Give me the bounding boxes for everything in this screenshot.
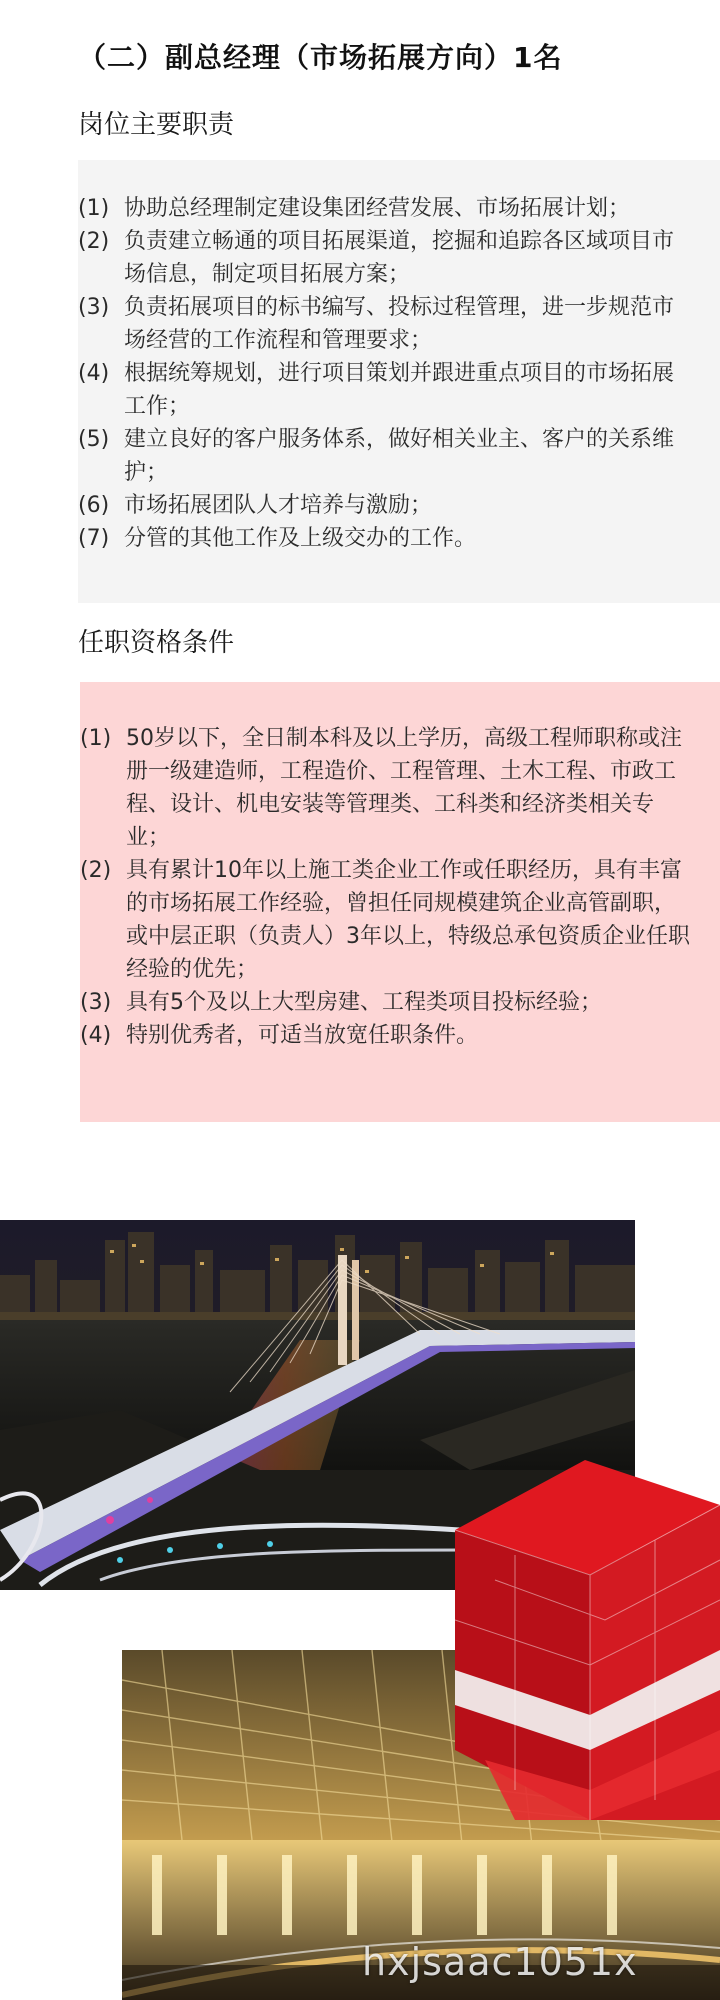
duty-item: [78, 423, 688, 489]
qualification-number: (4): [80, 1023, 112, 1048]
duty-number: (2): [78, 229, 110, 254]
duty-number: (6): [78, 493, 110, 518]
qualification-number: (1): [80, 726, 112, 751]
red-cube-decoration: [455, 1460, 720, 1820]
qualifications-list: [80, 722, 690, 1052]
qualification-number: (2): [80, 858, 112, 883]
duty-number: (4): [78, 361, 110, 386]
duties-panel: [78, 160, 720, 603]
qualification-text: 具有累计10年以上施工类企业工作或任职经历，具有丰富的市场拓展工作经验，曾担任同规模建筑企业高管副职，或中层正职（负责人）3年以上，特级总承包资质企业任职经验的优先；: [126, 858, 690, 982]
duty-number: (1): [78, 196, 110, 221]
qualification-text: 具有5个及以上大型房建、工程类项目投标经验；: [126, 990, 602, 1015]
watermark-text: hxjsaac1051x: [362, 1940, 638, 1984]
duty-number: (7): [78, 526, 110, 551]
duty-text: 负责建立畅通的项目拓展渠道，挖掘和追踪各区域项目市场信息，制定项目拓展方案；: [124, 229, 675, 287]
duty-text: 分管的其他工作及上级交办的工作。: [124, 526, 477, 551]
duty-text: 建立良好的客户服务体系，做好相关业主、客户的关系维护；: [124, 427, 675, 485]
qualification-item: [80, 1019, 690, 1052]
qualification-number: (3): [80, 990, 112, 1015]
duty-item: [78, 489, 688, 522]
qualifications-panel: [80, 682, 720, 1122]
duty-text: 协助总经理制定建设集团经营发展、市场拓展计划；: [124, 196, 631, 221]
qualifications-heading: 任职资格条件: [78, 628, 235, 658]
qualification-text: 50岁以下，全日制本科及以上学历，高级工程师职称或注册一级建造师，工程造价、工程管理、土木工程、市政工程、设计、机电安装等管理类、工科类和经济类相关专业；: [126, 726, 682, 850]
duty-item: [78, 291, 688, 357]
duty-item: [78, 522, 688, 555]
qualification-item: [80, 986, 690, 1019]
duty-item: [78, 192, 688, 225]
duty-text: 市场拓展团队人才培养与激励；: [124, 493, 433, 518]
duty-item: [78, 357, 688, 423]
qualification-item: [80, 854, 690, 986]
duty-item: [78, 225, 688, 291]
duties-heading: 岗位主要职责: [78, 110, 235, 140]
duty-number: (3): [78, 295, 110, 320]
duty-text: 根据统筹规划，进行项目策划并跟进重点项目的市场拓展工作；: [124, 361, 675, 419]
duties-list: [78, 192, 688, 555]
position-title: （二）副总经理（市场拓展方向）1名: [78, 41, 563, 74]
qualification-text: 特别优秀者，可适当放宽任职条件。: [126, 1023, 479, 1048]
duty-number: (5): [78, 427, 110, 452]
qualification-item: [80, 722, 690, 854]
duty-text: 负责拓展项目的标书编写、投标过程管理，进一步规范市场经营的工作流程和管理要求；: [124, 295, 675, 353]
